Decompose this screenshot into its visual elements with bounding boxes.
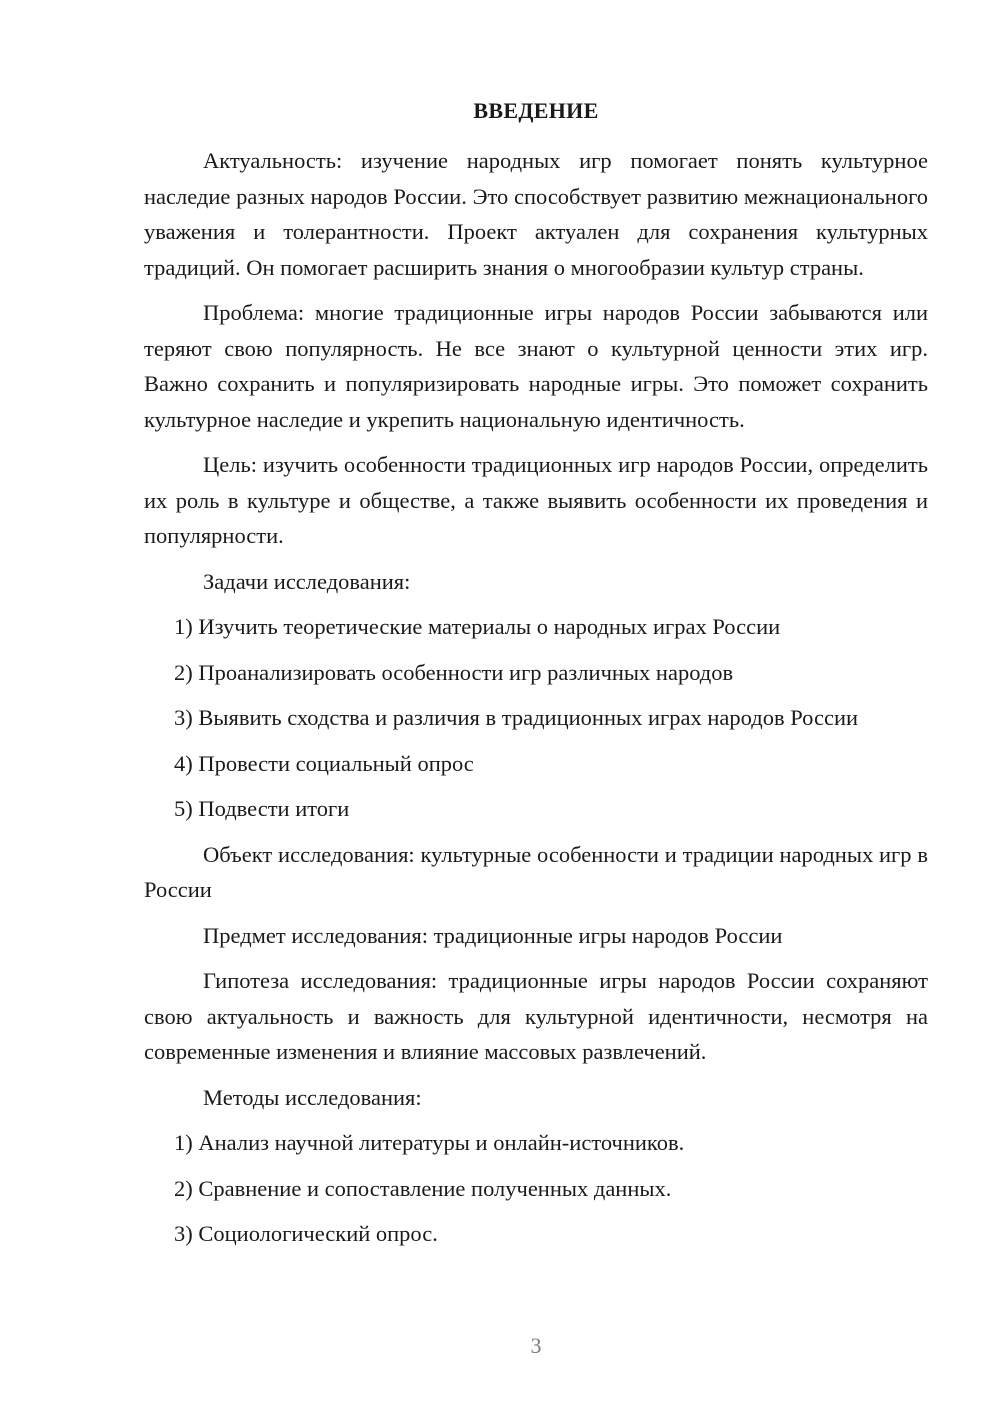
- task-item-5: 5) Подвести итоги: [174, 796, 350, 821]
- method-item-1: 1) Анализ научной литературы и онлайн-источников.: [174, 1130, 685, 1155]
- relevance-paragraph: Актуальность: изучение народных игр помогает понять культурное наследие разных народов России. Это способствует развитию межнационального уважения и толерантности. Проект актуален для сохранения культурных традиций. Он помогает расширить знания о многообразии культур страны.: [144, 148, 928, 280]
- problem-paragraph: Проблема: многие традиционные игры народов России забываются или теряют свою популярность. Не все знают о культурной ценности этих игр. Важно сохранить и популяризировать народные игры. Это поможет сохранить культурное наследие и укрепить национальную идентичность.: [144, 300, 928, 432]
- page-number: 3: [530, 1333, 542, 1358]
- task-item-2: 2) Проанализировать особенности игр различных народов: [174, 659, 734, 685]
- task-item-3: 3) Выявить сходства и различия в традиционных играх народов России: [174, 705, 859, 730]
- goal-paragraph: Цель: изучить особенности традиционных игр народов России, определить их роль в культуре и обществе, а также выявить особенности их проведения и популярности.: [144, 452, 928, 548]
- task-item-1: 1) Изучить теоретические материалы о народных играх России: [174, 614, 781, 639]
- methods-title: Методы исследования:: [203, 1084, 422, 1110]
- tasks-title: Задачи исследования:: [203, 568, 411, 594]
- method-item-2: 2) Сравнение и сопоставление полученных данных.: [174, 1175, 672, 1201]
- hypothesis-paragraph: Гипотеза исследования: традиционные игры народов России сохраняют свою актуальность и важность для культурной идентичности, несмотря на современные изменения и влияние массовых развлечений.: [144, 968, 928, 1064]
- task-item-4: 4) Провести социальный опрос: [174, 750, 474, 776]
- section-heading: ВВЕДЕНИЕ: [473, 98, 599, 123]
- object-paragraph: Объект исследования: культурные особенности и традиции народных игр в России: [144, 841, 928, 902]
- method-item-3: 3) Социологический опрос.: [174, 1221, 438, 1246]
- subject-paragraph: Предмет исследования: традиционные игры народов России: [203, 922, 783, 948]
- document-body: [144, 143, 928, 1262]
